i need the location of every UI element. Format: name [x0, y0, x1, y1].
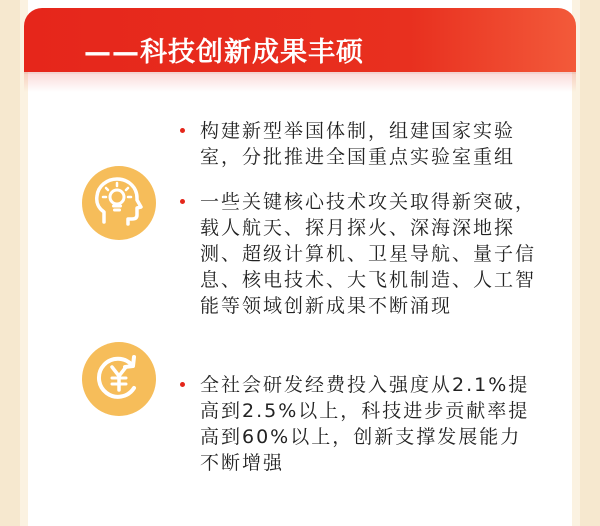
achievement-item-lab-system: 构建新型举国体制，组建国家实验室，分批推进全国重点实验室重组 [200, 118, 540, 170]
achievement-item-rd-investment: 全社会研发经费投入强度从2.1%提高到2.5%以上，科技进步贡献率提高到60%以上，创新支撑发展能力不断增强 [200, 372, 540, 476]
yuan-cycle-icon [82, 342, 156, 416]
banner-shadow [24, 72, 576, 92]
head-lightbulb-icon [82, 166, 156, 240]
section-banner [24, 8, 576, 72]
right-side-strip [580, 0, 600, 526]
achievement-item-key-technologies: 一些关键核心技术攻关取得新突破，载人航天、探月探火、深海深地探测、超级计算机、卫星导航、量子信息、核电技术、大飞机制造、人工智能等领域创新成果不断涌现 [200, 189, 540, 319]
left-side-strip [0, 0, 20, 526]
section-title: ——科技创新成果丰硕 [84, 37, 364, 68]
